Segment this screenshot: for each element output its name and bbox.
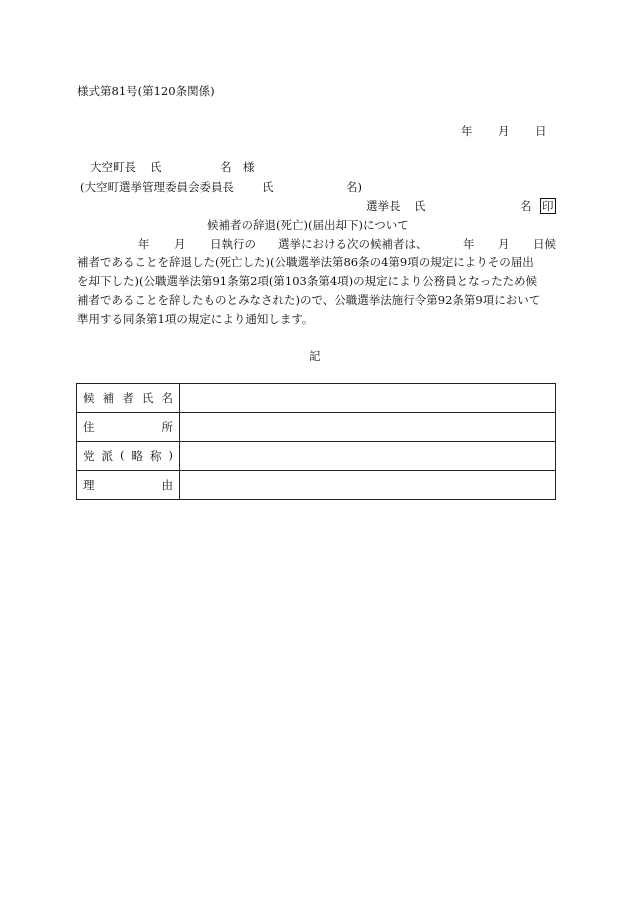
date-year: 年 [461, 124, 473, 138]
date-day: 日 [535, 124, 547, 138]
addressee-mayor: 大空町長 [90, 160, 136, 174]
committee-chair-shi: 氏 [262, 180, 274, 194]
body-month2: 月 [498, 237, 510, 251]
row-label-candidate-name: 候 補 者 氏 名 [77, 384, 180, 413]
sender-title: 選挙長 [366, 199, 401, 213]
table-row [77, 471, 556, 500]
subject-line: 候補者の辞退(死亡)(届出却下)について [207, 218, 409, 232]
body-election: 選挙における次の候補者は、 [278, 237, 428, 251]
row-label-address: 住 所 [77, 413, 180, 442]
committee-chair-open: (大空町選挙管理委員会委員長 [80, 180, 234, 194]
candidate-details-table [76, 383, 556, 500]
addressee-mei: 名 [220, 160, 232, 174]
ki-heading: 記 [309, 349, 321, 363]
addressee-honorific: 様 [243, 160, 255, 174]
form-number: 様式第81号(第120条関係) [77, 84, 215, 98]
row-label-party: 党 派 ( 略 称 ) [77, 442, 180, 471]
table-row [77, 442, 556, 471]
candidate-name-cell [180, 384, 556, 413]
body-day-held: 日執行の [210, 237, 256, 251]
body-day2: 日候 [533, 237, 556, 251]
addressee-shi: 氏 [150, 160, 162, 174]
party-cell [180, 442, 556, 471]
committee-chair-close: 名) [346, 180, 362, 194]
table-row [77, 384, 556, 413]
body-line-4: 補者であることを辞したものとみなされた)ので、公職選挙法施行令第92条第9項において [77, 293, 541, 307]
seal-mark: 印 [542, 199, 554, 213]
body-line-5: 準用する同条第1項の規定により通知します。 [77, 312, 314, 326]
body-line-3: を却下した)(公職選挙法第91条第2項(第103条第4項)の規定により公務員となったため候 [77, 274, 538, 288]
reason-cell [180, 471, 556, 500]
body-year: 年 [138, 237, 150, 251]
address-cell [180, 413, 556, 442]
row-label-reason: 理 由 [77, 471, 180, 500]
date-month: 月 [498, 124, 510, 138]
body-line-2: 補者であることを辞退した(死亡した)(公職選挙法第86条の4第9項の規定によりその届出 [77, 255, 534, 269]
sender-mei: 名 [520, 199, 532, 213]
table-row [77, 413, 556, 442]
body-month: 月 [174, 237, 186, 251]
body-year2: 年 [463, 237, 475, 251]
sender-shi: 氏 [414, 199, 426, 213]
